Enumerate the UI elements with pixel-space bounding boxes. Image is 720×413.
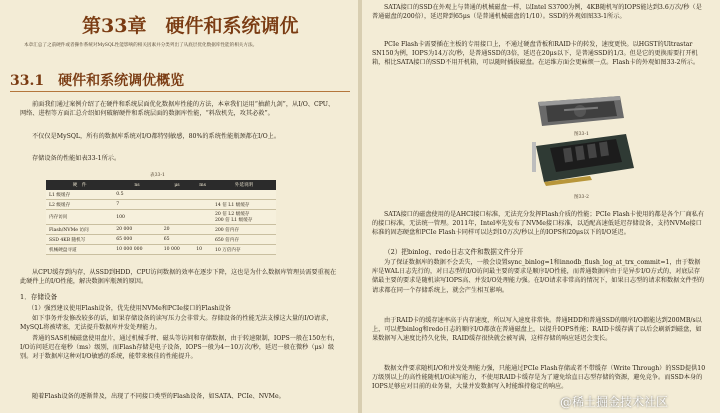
paragraph: 普通的SAS机械磁盘使用盘片，通过机械手臂、磁头等访问和存储数据，由于转速限制，IOPS一般在150左右，I/O访问延迟在毫秒（ms）级别，而Flash存储是电子设备，IOPS一般为4～10万次/秒，延迟一般在微秒（μs）级别。对于数据库这种对I/O敏感的系统，能带来极佳的性能提升。: [20, 335, 339, 361]
table-cell: SSD 4KB 随机写: [46, 235, 113, 245]
table-row: [46, 210, 276, 225]
table-cell: 10 万倍内存: [212, 245, 276, 255]
subsection-heading: （2）把binlog、redo日志文件和数据文件分开: [384, 248, 524, 256]
paragraph: 由于RAID卡的缓存速率高于内存速度，所以写入速度非常快。普通HDD和普通SSD的顺序I/O都能达到200MB/s以上，可以把binlog和redo日志的顺序I/O都放在普通磁盘上，以提升IOPS性能；RAID卡缓存满了以后会刷新到磁盘，如果数据写入速度比持久化快，RAID缓存很快就会被写满，这样存储的响应延迟会变长。: [372, 317, 702, 343]
table-cell: [193, 190, 212, 200]
table-cell: 100: [113, 210, 161, 225]
paragraph: SATA接口的SSD在外观上与普通的机械磁盘一样，以Intel S3700为例，4KB随机写的IOPS能达到3.6万次/秒（是普通磁盘的200倍），延迟降到65μs（是普通机械磁盘的1/10）。SSD的外观如图33-1所示。: [372, 4, 702, 21]
section-title: 33.1 硬件和系统调优概览: [10, 73, 185, 89]
table-header: ns: [113, 180, 161, 190]
table-cell: 7: [113, 200, 161, 210]
table-caption: 表33-1: [150, 173, 165, 178]
table-cell: [161, 190, 193, 200]
paragraph: PCIe Flash卡需要插在主板的专用接口上，不通过硬盘背板和RAID卡的转发，速度更快。以HGST的Ultrastar SN150为例，IOPS为14万次/秒，是普通SSD的3倍，延迟在20μs以下，是普通SSD的1/3。但是它的更换需要打开机箱，相比SATA接口的SSD不用开机箱，可以随时插拔磁盘。在运维方面会更麻烦一点。Flash卡的外观如图33-2所示。: [372, 41, 700, 67]
table-cell: 机械硬盘寻道: [46, 245, 113, 255]
figure-caption: 图33-1: [574, 132, 589, 137]
table-cell: 650 倍内存: [212, 235, 276, 245]
table-row: [46, 235, 276, 245]
section-rule: [10, 91, 350, 92]
left-page: [0, 0, 358, 413]
table-cell: Flash/NVMe 访问: [46, 225, 113, 235]
ssd-photo: [534, 94, 626, 128]
table-cell: [161, 210, 193, 225]
table-cell: 20 000: [113, 225, 161, 235]
table-cell: 内存访问: [46, 210, 113, 225]
table-cell: 65: [161, 235, 193, 245]
table-row: [46, 225, 276, 235]
paragraph: 前面我们通过案例介绍了在硬件和系统层面优化数据库性能的方法，本章我们运用“抽薪九剑”，从I/O、CPU、网络、进程等方面汇总介绍如何破解硬件和系统层面的数据库性能，“料敌机先，攻其必救”。: [20, 101, 335, 118]
table-cell: 0.5: [113, 190, 161, 200]
paragraph: 数据文件要求随机I/O和并发处理能力强，只能通过PCIe Flash存储或者不带缓存（Write Through）的SSD提供10万级别以上的高性能随机I/O读写能力，不使用RAID卡缓存是为了避免给直日志型存储的资源，避免竞争。而SSD本身的IOPS足够应对目前的业务量，大量并发数据写入时能维持稳定的响应。: [372, 365, 706, 391]
paragraph: 不仅仅是MySQL，所有的数据库系统对I/O都特别敏感，80%的系统性能瓶颈都在I/O上。: [32, 133, 281, 140]
paragraph: 存储设备的性能如表33-1所示。: [32, 155, 121, 162]
table-cell: [193, 225, 212, 235]
chapter-title: 第33章 硬件和系统调优: [82, 15, 299, 37]
table-header: ms: [193, 180, 212, 190]
table-row: [46, 200, 276, 210]
table-row: [46, 245, 276, 255]
table-cell: 20 倍 L2 级缓存 200 倍 L1 级缓存: [212, 210, 276, 225]
table-cell: 10 000: [161, 245, 193, 255]
table-cell: L2 级缓存: [46, 200, 113, 210]
table-cell: [161, 200, 193, 210]
paragraph: 如下事务并发修改较多的话，如果存储设备的读写压力会非常大。存储设备的性能无法支撑这大量的I/O请求，MySQL将被堵塞，无法提升数据库并发处理能力。: [20, 315, 333, 332]
table-cell: [212, 190, 276, 200]
table-cell: 200 倍内存: [212, 225, 276, 235]
table-cell: [193, 235, 212, 245]
paragraph: 随着Flash设备的逐渐普及，出现了不同接口类型的Flash设备，如SATA、PCIe、NVMe。: [32, 393, 285, 400]
figure-caption: 图33-2: [574, 195, 589, 200]
paragraph: 为了保证数据库的数据不会丢失，一般会设置sync_binlog=1和innodb_flush_log_at_trx_commit=1，由于数据库是WAL日志先行的，对日志型的I/O访问最主要的要求是顺序I/O性能，而普通数据库由于是异步I/O方式的，对底层存储最主要的要求是随机读写IOPS高、并发I/O处理能力强。在I/O请求非常高的情况下，如果日志型的请求和数据文件型的请求都在同一个存储系统上，就会产生相互影响。: [372, 259, 705, 294]
table-header: 硬 件: [46, 180, 113, 190]
table-cell: 10: [193, 245, 212, 255]
table-cell: 65 000: [113, 235, 161, 245]
table-cell: [193, 200, 212, 210]
paragraph: 从CPU缓存到内存，从SSD到HDD，CPU访问数据的效率在逐步下降，这也是为什么数据库管理员需要重视在此硬件上的I/O性能，解决数据库瓶颈的原因。: [20, 269, 337, 286]
paragraph: （1）强烈建议使用Flash设备，优先使用NVMe和PCIe接口的Flash设备: [28, 305, 231, 312]
table-cell: [193, 210, 212, 225]
table-cell: 10 000 000: [113, 245, 161, 255]
paragraph: SATA接口的磁盘使用的是AHCI接口标准，无法充分发挥Flash介质的性能；PCIe Flash卡使用的都是各个厂商私有的接口标准，无法统一管理。2011年，Intel率先发布了NVMe接口标准，以适配高速低延迟存储设备，支持NVMe接口标准的固态硬盘和PCIe Flash卡同样可以达到10万次/秒以上的IOPS和20μs以下的I/O延迟。: [372, 211, 705, 237]
table-cell: 14 倍 L1 级缓存: [212, 200, 276, 210]
subsection-heading: 1．存储设备: [20, 293, 58, 301]
table-cell: L1 级缓存: [46, 190, 113, 200]
watermark: @稀土掘金技术社区: [560, 395, 669, 409]
right-page: [362, 0, 720, 413]
table-header: 外延说明: [212, 180, 276, 190]
table-header-row: [46, 180, 276, 190]
table-cell: 20: [161, 225, 193, 235]
table-header: μs: [161, 180, 193, 190]
table-row: [46, 190, 276, 200]
chapter-intro: 本章汇总了之前硬件或者操作系统对MySQL性能影响的相关因素并分类列出了从底层优化数据库性能的相关方法。: [24, 43, 258, 48]
storage-latency-table: [46, 180, 276, 255]
pcie-flash-card-photo: [530, 128, 638, 188]
